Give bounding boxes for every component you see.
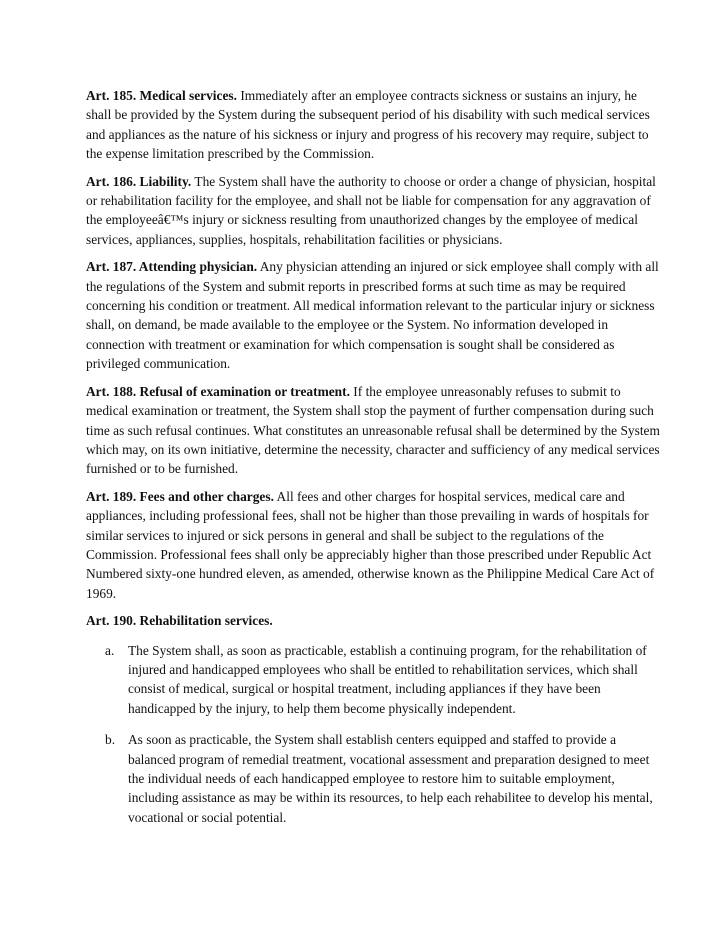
article-186 [86,172,660,250]
article-187 [86,257,660,373]
article-heading: Art. 189. Fees and other charges. [86,488,274,504]
article-body: Immediately after an employee contracts sickness or sustains an injury, he shall be provided by the System during the subsequent period of his disability with such medical services and appliances as the nature of his sickness or injury and progress of his recovery may require, subject to the expense limitation prescribed by the Commission. [86,88,650,162]
document-page [86,86,660,839]
article-heading: Art. 187. Attending physician. [86,259,258,275]
article-heading: Art. 185. Medical services. [86,88,237,103]
article-185 [86,86,660,164]
article-189 [86,487,660,603]
article-188 [86,382,660,479]
article-body: All fees and other charges for hospital services, medical care and appliances, including professional fees, shall not be higher than those prevailing in wards of hospitals for similar services to injured or sick persons in general and shall be subject to the regulations of the Commission. Professional fees shall only be appreciably higher than those prescribed under Republic Act Numbered sixty-one hundred eleven, as amended, otherwise known as the Philippine Medical Care Act of 1969. [86,488,655,601]
list-item [86,730,660,827]
article-heading: Art. 188. Refusal of examination or treatment. [86,383,350,399]
list-marker: a. [105,642,115,658]
article-heading: Art. 190. Rehabilitation services. [86,613,273,629]
rehabilitation-list [86,641,660,828]
article-body: Any physician attending an injured or sick employee shall comply with all the regulations of the System and submit reports in prescribed forms at such time as may be required concerning his condition or treatment. All medical information relevant to the particular injury or sickness shall, on demand, be made available to the employee or the System. No information developed in connection with treatment or examination for which compensation is sought shall be considered as privileged communication. [86,259,659,372]
list-item-text: The System shall, as soon as practicable, establish a continuing program, for the rehabilitation of injured and handicapped employees who shall be entitled to rehabilitation services, which shall consist of medical, surgical or hospital treatment, including appliances if they have been handicapped by the injury, to help them become physically independent. [128,642,647,716]
article-190 [86,611,660,630]
article-body: If the employee unreasonably refuses to submit to medical examination or treatment, the System shall stop the payment of further compensation during such time as such refusal continues. What constitutes an unreasonable refusal shall be determined by the System which may, on its own initiative, determine the necessity, character and sufficiency of any medical services furnished or to be furnished. [86,383,660,477]
list-item-text: As soon as practicable, the System shall establish centers equipped and staffed to provide a balanced program of remedial treatment, vocational assessment and preparation designed to meet the individual needs of each handicapped employee to restore him to suitable employment, including assistance as may be within its resources, to help each rehabilitee to develop his mental, vocational or social potential. [128,732,653,825]
list-marker: b. [105,732,116,748]
article-heading: Art. 186. Liability. [86,173,192,189]
list-item [86,641,660,719]
article-body: The System shall have the authority to choose or order a change of physician, hospital or rehabilitation facility for the employee, and shall not be liable for compensation for any aggravation of the employeeâ€™s injury or sickness resulting from unauthorized changes by the employee of medical services, appliances, supplies, hospitals, rehabilitation facilities or physicians. [86,173,656,247]
